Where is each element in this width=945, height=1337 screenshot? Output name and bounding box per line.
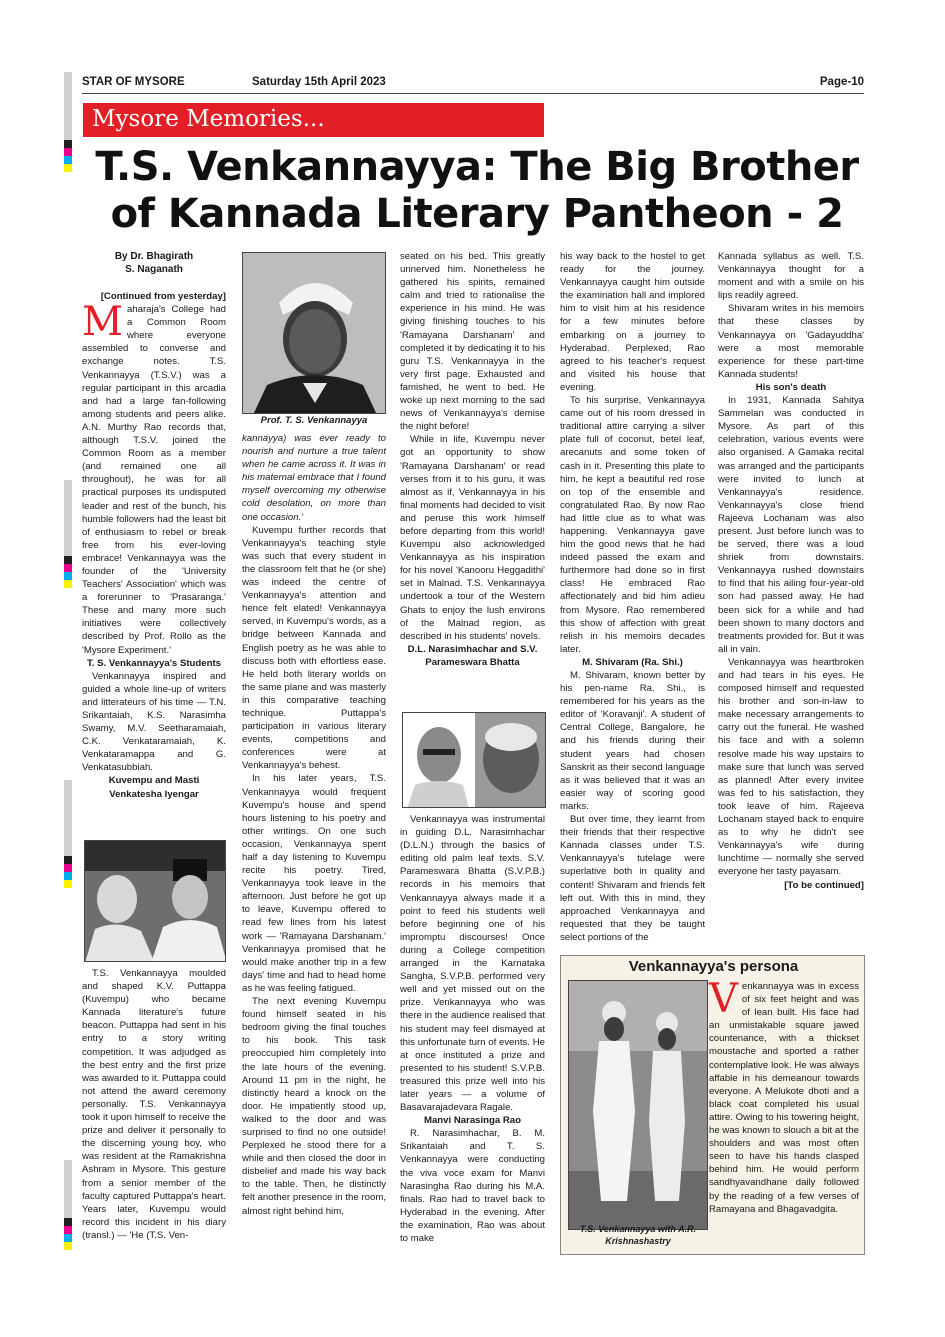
headline-line-1: T.S. Venkannayya: The Big Brother: [95, 144, 859, 190]
headline-line-2: of Kannada Literary Pantheon - 2: [110, 191, 844, 237]
byline-author: By Dr. Bhagirath: [114, 251, 194, 262]
issue-date: Saturday 15th April 2023: [252, 76, 386, 88]
paragraph: While in life, Kuvempu never got an opportunity to show 'Ramayana Darshanam' or read verses from it to his guru, it was almost as if, Venkannayya in his final moments had decided to visit and peruse this work himself before departing from this world! Kuvempu also acknowledged Venkannayya as his inspiration for his novel 'Kanooru Heggadithi' set in Malnad. T.S. Venkannayya undertook a tour of the Western Ghats to enjoy the lush environs of the Malnad region, as described in his students' novels.: [400, 434, 545, 642]
color-registration-mark: [64, 1218, 72, 1250]
paragraph: his way back to the hostel to get ready for the journey. Venkannayya caught him outside the examination hall and implored him to visit him at his residence for a few minutes before embarking on a journey to Hyderabad. Perplexed, Rao agreed to his teacher's request and visited his house that evening.: [560, 251, 705, 393]
margin-gray-bar: [64, 72, 72, 140]
photo-portrait: [242, 252, 386, 414]
page-header: [82, 76, 864, 92]
paragraph: M. Shivaram, known better by his pen-name Ra. Shi., is remembered for his years as the editor of 'Koravanji'. A student of Central College, Bangalore, he and his friends during their student years had chosen Sanskrit as their second language as it was believed that it was an easier way of scoring good marks.: [560, 670, 705, 812]
paragraph-text: aharaja's College had a Common Room where everyone assembled to converse and exchange notes. T.S. Venkannayya (T.S.V.) was a regular participant in this arcadia and had a large fan-following among students and peers alike. A.N. Murthy Rao records that, although T.S.V. joined the Common Room as a member (and remained one all throughout), he was for all practical purposes its undisputed leader and rest of the bunch, his humble followers had the least bit of enthusiasm to rebel or break free from his ever-loving embrace! Venkannayya was the founder of the 'University Teachers' Association' which was a forerunner to 'Prasaranga.' These and many more such initiatives were collectively described by Prof. Rollo as the 'Mysore Experiment.': [82, 304, 226, 656]
photo-venkannayya-krishnashastry: [568, 980, 708, 1230]
byline: [82, 250, 226, 276]
caption-pair: T.S. Venkannayya with A.R. Krishnashastry: [579, 1224, 697, 1246]
paragraph: seated on his bed. This greatly unnerved him. Nonetheless he gathered his spirits, remained calm and tried to rationalise the experience in his mind. He was giving finishing touches to his 'Ramayana Darshanam' and completed it by dedicating it to his guru T.S. Venkannayya in the very first page. Exhausted and famished, he went to bed. He woke up next morning to the sad news of Venkannayya's demise the night before!: [400, 251, 545, 433]
photo-kuvempu-masti-image: [85, 841, 226, 962]
persona-box: [560, 955, 865, 1255]
article-column-3b: [400, 813, 545, 1245]
photo-dln-svpb: [402, 712, 546, 808]
drop-cap: M: [82, 299, 123, 346]
article-column-2: [242, 432, 386, 1218]
to-be-continued: [To be continued]: [784, 879, 864, 891]
photo-pair-image: [569, 981, 708, 1230]
subhead-manvi: Manvi Narasinga Rao: [423, 1115, 522, 1127]
paragraph: The next evening Kuvempu found himself seated in his bedroom giving the final touches to his book. This task preoccupied him completely into the late hours of the evening. Around 11 pm in the night, he distinctly heard a knock on the door. He impatiently stood up, walked to the door and was surprised to find no one outside! Perplexed he stood there for a while and then closed the door in disbelief and made his way back to the table. Then, he distinctly felt another presence in the room, almost right behind him,: [242, 996, 386, 1217]
paragraph: Kuvempu further records that Venkannayya's teaching style was such that every student in the classroom felt that he (or she) was indeed the centre of Venkannayya's attention and hence felt elated! Venkannayya served, in Kuvempu's words, as a bridge between Kannada and English poetry as he was able to discuss both with effortless ease. He held both literary worlds on the same plane and was masterly in this comparative teaching technique. Puttappa's participation in various literary events, competitions and conferences were at Venkannayya's behest.: [242, 524, 386, 772]
byline-author-2: S. Naganath: [125, 264, 183, 275]
persona-title: Venkannayya's persona: [628, 958, 799, 975]
header-rule: [82, 93, 864, 94]
paragraph: Shivaram writes in his memoirs that these classes by Venkannayya on 'Gadayuddha' were a most memorable experience for these part-time Kannada students!: [718, 303, 864, 380]
continued-note: [Continued from yesterday]: [100, 291, 226, 302]
margin-gray-bar: [64, 1160, 72, 1220]
paragraph: Kannada syllabus as well. T.S. Venkannayya thought for a moment and with a smile on his lips readily agreed.: [718, 251, 864, 302]
margin-gray-bar: [64, 480, 72, 560]
paragraph: In 1931, Kannada Sahitya Sammelan was conducted in Mysore. As part of this celebration, various events were also organised. A Gamaka recital was arranged and the participants were invited to lunch at Venkannayya's residence. Venkannayya's close friend Rajeeva Lochanam was also present. Just before lunch was to be served, there was a loud shriek from downstairs. Venkannayya rushed downstairs to find that his ailing four-year-old son had passed away. He had been sick for a while and had been shown to many doctors and treatments provided for. But it was all in vain.: [718, 395, 864, 655]
article-column-1b: [82, 967, 226, 1242]
paragraph-text: enkannayya was in excess of six feet height and was of lean built. His face had an unmistakable square jawed countenance, with a thickset moustache and sported a rather contemplative look. He was always affable in his demeanour towards everyone. A Melukote dhoti and a black coat completed his usual attire. Owing to his towering height, he was known to slouch a bit at the shoulders and was most often seen to have his hands clasped behind him. He would perform sandhyavandhane daily followed by the reading of a few verses of Ramayana and Bhagavadgita.: [709, 981, 859, 1215]
page-number: Page-10: [819, 76, 864, 88]
article-column-4: [560, 250, 705, 944]
caption-portrait: Prof. T. S. Venkannayya: [260, 415, 368, 426]
section-title: Mysore Memories...: [92, 106, 325, 132]
drop-cap: V: [709, 976, 738, 1022]
photo-dln-svpb-image: [403, 713, 546, 808]
persona-text: [709, 976, 859, 1216]
portrait-image: [243, 253, 386, 414]
color-registration-mark: [64, 856, 72, 888]
paragraph: kannayya) was ever ready to nourish and nurture a true talent when he came across it. It was in his maternal embrace that I found myself overcoming my otherwise cold desolation, on more than one occasion.': [242, 433, 386, 523]
paragraph: [82, 299, 226, 657]
section-banner: [83, 103, 544, 137]
subhead-shivaram: M. Shivaram (Ra. Shi.): [582, 656, 683, 668]
article-column-3: [400, 250, 545, 669]
paper-name: STAR OF MYSORE: [82, 76, 185, 88]
paragraph: To his surprise, Venkannayya came out of his room dressed in traditional attire carrying a silver plate full of coconut, betel leaf, arecanuts and some token of cash in it. Presenting this plate to him, he kept a beautiful red rose on top of the ensemble and congratulated Rao. By now Rao had little clue as to what was happening. Venkannayya gave him the good news that he had indeed passed the exam and furthermore had done so in first class! He embraced Rao affectionately and bid him adieu from Mysore. Rao remembered this show of affection with great relish in his memoirs decades later.: [560, 395, 705, 655]
color-registration-mark: [64, 140, 72, 172]
color-registration-mark: [64, 556, 72, 588]
article-column-5: [718, 250, 864, 892]
paragraph: In his later years, T.S. Venkannayya would frequent Kuvempu's house and spend hours listening to his poetry and other writings. On one such occasion, Venkannayya spent half a day listening to Kuvempu recite his poetry. Tired, Venkannayya took leave in the afternoon. Just before he got up to leave, Kuvempu offered to read few lines from his latest work — 'Ramayana Darshanam.' Venkannayya promised that he would make another trip in a few days' time and had to head home as he was feeling fatigued.: [242, 773, 386, 994]
photo-kuvempu-masti: [84, 840, 226, 962]
subhead-students: T. S. Venkannayya's Students: [87, 657, 221, 669]
paragraph: Venkannayya was heartbroken and had tears in his eyes. He composed himself and requested his brother and son-in-law to make necessary arrangements to carry out the funeral. He washed his face and with a solemn resolve made his way upstairs to make sure that lunch was served as planned! After every invitee was fed to his satisfaction, they took leave of him. Rajeeva Lochanam stayed back to enquire as to why he didn't see Venkannayya's wife during lunchtime — normally she served everyone her tasty payasam.: [718, 656, 864, 878]
subhead-son: His son's death: [755, 381, 827, 393]
paragraph: [709, 976, 859, 1216]
paragraph: Venkannayya was instrumental in guiding D.L. Narasimhachar (D.L.N.) through the basics of editing old palm leaf texts. S.V. Parameswara Bhatta (S.V.P.B.) records in his memoirs that Venkannayya always made it a point to feed his students well before beginning one of his impromptu discourses! Once during a College competition arranged in the Karnataka Sangha, S.V.P.B. performed very well and yet missed out on the prize. Venkannayya who was there in the audience realised that his student may feel dismayed at this unfortunate turn of events. He at once instituted a prize and presented to his student! S.V.P.B. treasured this prize well into his later years — a volume of Basavarajadevara Ragale.: [400, 814, 545, 1114]
paragraph: Venkannayya inspired and guided a whole line-up of writers and litterateurs of his time — T.N. Srikantaiah, K.S. Narasimha Swamy, M.V. Seetharamaiah, C.K. Venkataramaiah, K. Venkataramappa and G. Venkatasubbiah.: [82, 670, 226, 774]
article-column-1: [82, 250, 226, 801]
paragraph: But over time, they learnt from their friends that their respective Kannada classes under T.S. Venkannayya's tutelage were superlative both in quality and content! Shivaram and friends felt left out. With this in mind, they approached Venkannayya and requested that they be taught select portions of the: [560, 814, 705, 943]
margin-gray-bar: [64, 780, 72, 860]
subhead-dln: D.L. Narasimhachar and S.V. Parameswara Bhatta: [407, 643, 538, 668]
headline: [82, 144, 872, 238]
subhead-kuvempu: Kuvempu and Masti Venkatesha Iyengar: [108, 775, 200, 800]
paragraph: R. Narasimhachar, B. M. Srikantaiah and T. S. Venkannayya were conducting the viva voce exam for Manvi Narasingha Rao during his M.A. finals. Rao had to travel back to Hyderabad in the evening. After the examination, Rao was about to make: [400, 1128, 545, 1244]
paragraph: T.S. Venkannayya moulded and shaped K.V. Puttappa (Kuvempu) who became Kannada literature's future beacon. Puttappa had sent in his entry to a story writing competition. It was adjudged as the best entry and the first prize was awarded to it. Puttappa could not attend the award ceremony personally. T.S. Venkannayya took it upon himself to receive the prize and deliver it personally to the discerning young boy, who was resident at the Ramakrishna Ashram in Mysore. This gesture from a senior member of the faculty captured Puttappa's heart. Years later, Kuvempu would record this incident in his diary (transl.) — 'He (T.S. Ven-: [82, 968, 226, 1241]
